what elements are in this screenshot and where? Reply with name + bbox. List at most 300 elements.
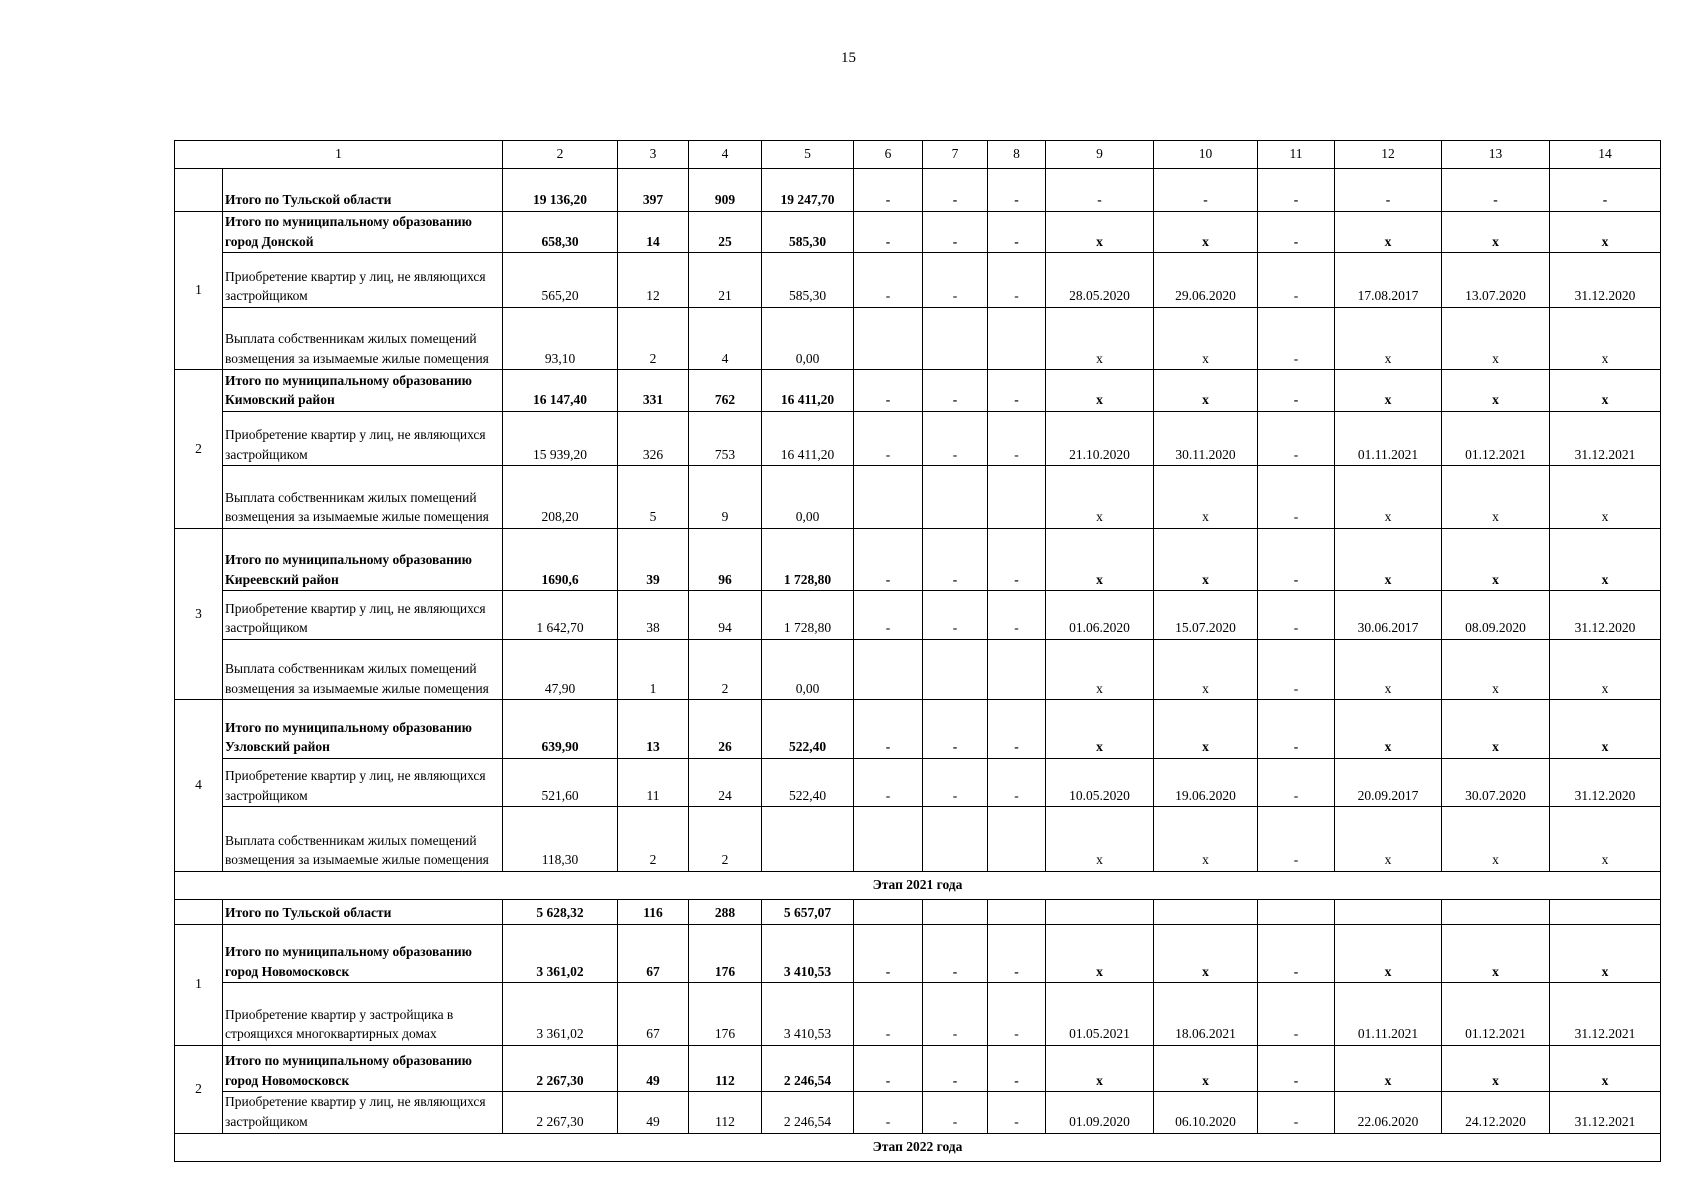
column-header: 3 xyxy=(618,141,689,169)
table-cell xyxy=(923,807,988,872)
table-cell: - xyxy=(854,528,923,591)
table-cell xyxy=(762,807,854,872)
table-cell: 3 410,53 xyxy=(762,924,854,983)
table-cell: х xyxy=(1154,924,1258,983)
table-cell: х xyxy=(1154,466,1258,529)
table-cell: - xyxy=(923,169,988,211)
table-cell xyxy=(1442,900,1550,924)
table-cell: х xyxy=(1335,807,1442,872)
table-cell: - xyxy=(1258,924,1335,983)
table-cell: 13 xyxy=(618,700,689,759)
column-header: 8 xyxy=(988,141,1046,169)
table-cell: - xyxy=(854,1092,923,1134)
page-number: 15 xyxy=(841,50,856,66)
table-cell: 2 246,54 xyxy=(762,1045,854,1091)
table-cell: 12 xyxy=(618,253,689,308)
table-cell xyxy=(988,307,1046,370)
table-cell: 3 410,53 xyxy=(762,983,854,1046)
table-cell: - xyxy=(1258,370,1335,412)
table-cell: 31.12.2021 xyxy=(1550,411,1661,466)
table-cell: - xyxy=(1258,1092,1335,1134)
table-cell: - xyxy=(1258,758,1335,806)
table-cell: 522,40 xyxy=(762,700,854,759)
table-row xyxy=(175,370,1661,412)
column-header: 11 xyxy=(1258,141,1335,169)
table-cell xyxy=(1258,900,1335,924)
table-cell: х xyxy=(1335,700,1442,759)
table-cell: х xyxy=(1046,1045,1154,1091)
table-cell: 658,30 xyxy=(503,211,618,253)
table-cell: - xyxy=(1258,253,1335,308)
table-cell: 762 xyxy=(689,370,762,412)
row-name: Выплата собственникам жилых помещений возмещения за изымаемые жилые помещения xyxy=(223,807,503,872)
table-row xyxy=(175,900,1661,924)
table-cell: - xyxy=(988,253,1046,308)
table-cell: 24 xyxy=(689,758,762,806)
table-cell xyxy=(923,639,988,700)
stage-row xyxy=(175,1133,1661,1161)
table-cell: 0,00 xyxy=(762,639,854,700)
table-cell: 2 246,54 xyxy=(762,1092,854,1134)
table-cell: 16 147,40 xyxy=(503,370,618,412)
table-cell: 17.08.2017 xyxy=(1335,253,1442,308)
table-row xyxy=(175,253,1661,308)
table-cell: 585,30 xyxy=(762,253,854,308)
table-cell: - xyxy=(923,700,988,759)
table-cell: х xyxy=(1046,211,1154,253)
table-cell xyxy=(988,900,1046,924)
table-cell: 14 xyxy=(618,211,689,253)
table-cell: - xyxy=(854,253,923,308)
table-cell: 01.11.2021 xyxy=(1335,411,1442,466)
table-cell: - xyxy=(988,1092,1046,1134)
row-name: Итого по муниципальному образованию город Донской xyxy=(223,211,503,253)
row-number xyxy=(175,169,223,211)
table-cell: - xyxy=(1335,169,1442,211)
table-cell: 0,00 xyxy=(762,466,854,529)
table-cell: - xyxy=(923,211,988,253)
table-row xyxy=(175,983,1661,1046)
table-row xyxy=(175,639,1661,700)
table-cell: - xyxy=(988,924,1046,983)
table-cell: х xyxy=(1335,639,1442,700)
table-cell: - xyxy=(854,370,923,412)
table-cell: х xyxy=(1335,466,1442,529)
table-cell: - xyxy=(854,700,923,759)
table-cell: 288 xyxy=(689,900,762,924)
table-cell xyxy=(1335,900,1442,924)
table-cell: 2 267,30 xyxy=(503,1045,618,1091)
table-cell xyxy=(923,466,988,529)
table-cell: 20.09.2017 xyxy=(1335,758,1442,806)
row-name: Приобретение квартир у лиц, не являющихся застройщиком xyxy=(223,253,503,308)
column-header: 6 xyxy=(854,141,923,169)
table-cell: 38 xyxy=(618,591,689,639)
table-cell xyxy=(854,466,923,529)
table-cell: х xyxy=(1442,639,1550,700)
table-cell: - xyxy=(1258,528,1335,591)
table-cell: 2 xyxy=(689,807,762,872)
column-header: 2 xyxy=(503,141,618,169)
table-cell: х xyxy=(1046,700,1154,759)
table-cell xyxy=(1154,900,1258,924)
table-cell: 5 657,07 xyxy=(762,900,854,924)
table-row xyxy=(175,307,1661,370)
table-cell: 22.06.2020 xyxy=(1335,1092,1442,1134)
table-cell: 31.12.2020 xyxy=(1550,758,1661,806)
table-cell: 39 xyxy=(618,528,689,591)
table-cell: 112 xyxy=(689,1092,762,1134)
table-cell: х xyxy=(1335,211,1442,253)
table-cell: 331 xyxy=(618,370,689,412)
table-cell: х xyxy=(1335,370,1442,412)
row-number: 2 xyxy=(175,370,223,529)
row-number: 2 xyxy=(175,1045,223,1133)
table-row xyxy=(175,700,1661,759)
table-cell: 3 361,02 xyxy=(503,924,618,983)
row-name: Итого по муниципальному образованию город Новомосковск xyxy=(223,1045,503,1091)
table-row xyxy=(175,758,1661,806)
table-cell: 49 xyxy=(618,1045,689,1091)
table-cell: х xyxy=(1046,466,1154,529)
table-cell xyxy=(854,807,923,872)
table-cell: х xyxy=(1442,307,1550,370)
table-cell: 21 xyxy=(689,253,762,308)
table-cell: х xyxy=(1046,370,1154,412)
table-cell: 521,60 xyxy=(503,758,618,806)
table-cell: х xyxy=(1154,370,1258,412)
table-body xyxy=(175,141,1661,1162)
table-cell: х xyxy=(1335,1045,1442,1091)
table-row xyxy=(175,211,1661,253)
table-cell: - xyxy=(988,370,1046,412)
table-cell: - xyxy=(854,924,923,983)
table-cell: х xyxy=(1442,370,1550,412)
table-cell: 01.12.2021 xyxy=(1442,983,1550,1046)
table-cell: 30.11.2020 xyxy=(1154,411,1258,466)
row-name: Приобретение квартир у застройщика в строящихся многоквартирных домах xyxy=(223,983,503,1046)
table-cell: - xyxy=(988,1045,1046,1091)
table-cell: х xyxy=(1154,1045,1258,1091)
table-cell: 2 267,30 xyxy=(503,1092,618,1134)
table-cell: х xyxy=(1154,807,1258,872)
row-name: Приобретение квартир у лиц, не являющихся застройщиком xyxy=(223,758,503,806)
table-cell: х xyxy=(1046,807,1154,872)
table-cell: х xyxy=(1442,1045,1550,1091)
table-cell: 639,90 xyxy=(503,700,618,759)
table-cell: 1 642,70 xyxy=(503,591,618,639)
table-cell: 1 xyxy=(618,639,689,700)
table-cell: - xyxy=(988,983,1046,1046)
table-cell: - xyxy=(923,983,988,1046)
table-cell: 1 728,80 xyxy=(762,528,854,591)
table-cell: - xyxy=(923,370,988,412)
stage-title: Этап 2022 года xyxy=(175,1133,1661,1161)
table-row xyxy=(175,528,1661,591)
table-cell: - xyxy=(923,591,988,639)
table-cell: - xyxy=(854,211,923,253)
table-cell: 01.09.2020 xyxy=(1046,1092,1154,1134)
table-row xyxy=(175,807,1661,872)
table-cell: - xyxy=(1258,591,1335,639)
table-cell: 30.06.2017 xyxy=(1335,591,1442,639)
table-cell: 29.06.2020 xyxy=(1154,253,1258,308)
table-cell: - xyxy=(988,700,1046,759)
table-cell: - xyxy=(1258,307,1335,370)
row-name: Приобретение квартир у лиц, не являющихся застройщиком xyxy=(223,411,503,466)
table-cell: 24.12.2020 xyxy=(1442,1092,1550,1134)
table-cell: 93,10 xyxy=(503,307,618,370)
data-table xyxy=(174,140,1661,1162)
table-cell: 522,40 xyxy=(762,758,854,806)
table-cell: 13.07.2020 xyxy=(1442,253,1550,308)
table-cell: 31.12.2021 xyxy=(1550,983,1661,1046)
table-cell: 15.07.2020 xyxy=(1154,591,1258,639)
row-name: Итого по Тульской области xyxy=(223,169,503,211)
table-cell: - xyxy=(1258,807,1335,872)
table-row xyxy=(175,466,1661,529)
table-cell: 909 xyxy=(689,169,762,211)
table-cell xyxy=(1550,900,1661,924)
table-cell: 2 xyxy=(689,639,762,700)
row-name: Выплата собственникам жилых помещений возмещения за изымаемые жилые помещения xyxy=(223,466,503,529)
table-cell: - xyxy=(1550,169,1661,211)
table-cell: - xyxy=(988,411,1046,466)
table-cell: х xyxy=(1550,211,1661,253)
table-cell: 112 xyxy=(689,1045,762,1091)
table-cell: х xyxy=(1335,528,1442,591)
table-cell: х xyxy=(1154,211,1258,253)
table-row xyxy=(175,1045,1661,1091)
row-number: 3 xyxy=(175,528,223,700)
table-cell: 176 xyxy=(689,924,762,983)
column-header: 12 xyxy=(1335,141,1442,169)
table-cell: - xyxy=(854,1045,923,1091)
table-cell: 11 xyxy=(618,758,689,806)
row-name: Итого по муниципальному образованию Кимовский район xyxy=(223,370,503,412)
table-cell: - xyxy=(923,1045,988,1091)
table-cell: 19 247,70 xyxy=(762,169,854,211)
table-cell: - xyxy=(1258,639,1335,700)
table-cell: 06.10.2020 xyxy=(1154,1092,1258,1134)
table-cell: 47,90 xyxy=(503,639,618,700)
column-header: 14 xyxy=(1550,141,1661,169)
table-cell: х xyxy=(1154,639,1258,700)
table-cell: х xyxy=(1550,924,1661,983)
table-cell: х xyxy=(1550,466,1661,529)
row-name: Итого по муниципальному образованию Киреевский район xyxy=(223,528,503,591)
table-row xyxy=(175,924,1661,983)
table-cell: х xyxy=(1550,700,1661,759)
row-name: Приобретение квартир у лиц, не являющихся застройщиком xyxy=(223,591,503,639)
table-cell xyxy=(988,639,1046,700)
table-cell: х xyxy=(1442,211,1550,253)
stage-title: Этап 2021 года xyxy=(175,872,1661,900)
table-cell: х xyxy=(1046,528,1154,591)
table-cell: х xyxy=(1442,700,1550,759)
table-cell: - xyxy=(988,591,1046,639)
table-cell xyxy=(923,307,988,370)
table-cell: 21.10.2020 xyxy=(1046,411,1154,466)
table-cell: х xyxy=(1154,700,1258,759)
table-cell: 01.06.2020 xyxy=(1046,591,1154,639)
table-cell: 5 xyxy=(618,466,689,529)
table-cell: - xyxy=(923,1092,988,1134)
table-cell: 326 xyxy=(618,411,689,466)
table-cell: - xyxy=(1258,411,1335,466)
row-name: Итого по муниципальному образованию город Новомосковск xyxy=(223,924,503,983)
table-cell: 753 xyxy=(689,411,762,466)
table-cell: - xyxy=(854,411,923,466)
table-cell: х xyxy=(1550,1045,1661,1091)
table-cell: 2 xyxy=(618,307,689,370)
table-row xyxy=(175,169,1661,211)
table-cell: - xyxy=(988,528,1046,591)
table-cell: - xyxy=(923,924,988,983)
table-cell: - xyxy=(988,758,1046,806)
row-name: Итого по муниципальному образованию Узловский район xyxy=(223,700,503,759)
table-cell: - xyxy=(1258,983,1335,1046)
table-cell: 96 xyxy=(689,528,762,591)
table-cell: 2 xyxy=(618,807,689,872)
table-cell: х xyxy=(1335,924,1442,983)
table-cell: - xyxy=(1258,211,1335,253)
column-header: 9 xyxy=(1046,141,1154,169)
table-cell: - xyxy=(923,758,988,806)
table-cell: 16 411,20 xyxy=(762,370,854,412)
table-cell: 18.06.2021 xyxy=(1154,983,1258,1046)
column-header: 10 xyxy=(1154,141,1258,169)
table-cell: - xyxy=(1258,169,1335,211)
table-row xyxy=(175,1092,1661,1134)
column-header: 5 xyxy=(762,141,854,169)
table-cell: - xyxy=(1442,169,1550,211)
row-name: Итого по Тульской области xyxy=(223,900,503,924)
table-cell: 01.05.2021 xyxy=(1046,983,1154,1046)
table-cell: 01.11.2021 xyxy=(1335,983,1442,1046)
table-cell: 4 xyxy=(689,307,762,370)
table-cell: 31.12.2020 xyxy=(1550,591,1661,639)
table-cell: 19 136,20 xyxy=(503,169,618,211)
table-cell: - xyxy=(1154,169,1258,211)
table-cell: 5 628,32 xyxy=(503,900,618,924)
table-cell: 31.12.2021 xyxy=(1550,1092,1661,1134)
table-row xyxy=(175,591,1661,639)
table-cell: х xyxy=(1442,528,1550,591)
table-cell: - xyxy=(1258,1045,1335,1091)
table-cell: х xyxy=(1442,924,1550,983)
table-cell: - xyxy=(854,983,923,1046)
table-cell: 116 xyxy=(618,900,689,924)
table-cell: - xyxy=(1258,466,1335,529)
header-row xyxy=(175,141,1661,169)
table-cell: 0,00 xyxy=(762,307,854,370)
table-cell: х xyxy=(1550,307,1661,370)
table-cell: - xyxy=(854,169,923,211)
table-cell: х xyxy=(1442,807,1550,872)
table-cell: - xyxy=(923,411,988,466)
table-cell: х xyxy=(1154,307,1258,370)
table-cell: 10.05.2020 xyxy=(1046,758,1154,806)
table-cell: - xyxy=(988,169,1046,211)
table-cell: 9 xyxy=(689,466,762,529)
table-cell: 176 xyxy=(689,983,762,1046)
row-number: 1 xyxy=(175,211,223,370)
table-cell xyxy=(923,900,988,924)
table-cell xyxy=(854,900,923,924)
table-cell: 565,20 xyxy=(503,253,618,308)
table-cell: 585,30 xyxy=(762,211,854,253)
row-number xyxy=(175,900,223,924)
table-cell: х xyxy=(1046,307,1154,370)
table-cell: 30.07.2020 xyxy=(1442,758,1550,806)
table-cell: 67 xyxy=(618,924,689,983)
table-cell: х xyxy=(1442,466,1550,529)
column-header: 7 xyxy=(923,141,988,169)
table-cell: 25 xyxy=(689,211,762,253)
table-cell xyxy=(988,807,1046,872)
table-cell: х xyxy=(1046,924,1154,983)
table-cell xyxy=(854,307,923,370)
table-cell: 208,20 xyxy=(503,466,618,529)
table-cell: х xyxy=(1046,639,1154,700)
stage-row xyxy=(175,872,1661,900)
table-cell: - xyxy=(1046,169,1154,211)
table-cell: - xyxy=(854,758,923,806)
column-header: 1 xyxy=(175,141,503,169)
table-cell: х xyxy=(1550,528,1661,591)
table-cell xyxy=(988,466,1046,529)
table-cell: 118,30 xyxy=(503,807,618,872)
table-cell: х xyxy=(1550,807,1661,872)
row-number: 1 xyxy=(175,924,223,1045)
table-cell: 94 xyxy=(689,591,762,639)
table-cell: - xyxy=(1258,700,1335,759)
table-cell: х xyxy=(1550,370,1661,412)
table-cell: - xyxy=(988,211,1046,253)
table-row xyxy=(175,411,1661,466)
table-cell: - xyxy=(923,253,988,308)
row-name: Приобретение квартир у лиц, не являющихся застройщиком xyxy=(223,1092,503,1134)
table-cell: х xyxy=(1550,639,1661,700)
table-cell: 19.06.2020 xyxy=(1154,758,1258,806)
table-cell: х xyxy=(1154,528,1258,591)
table-cell: 26 xyxy=(689,700,762,759)
table-cell: 3 361,02 xyxy=(503,983,618,1046)
table-cell: 15 939,20 xyxy=(503,411,618,466)
table-cell: - xyxy=(854,591,923,639)
row-name: Выплата собственникам жилых помещений возмещения за изымаемые жилые помещения xyxy=(223,639,503,700)
column-header: 4 xyxy=(689,141,762,169)
table-cell: 08.09.2020 xyxy=(1442,591,1550,639)
table-cell: х xyxy=(1335,307,1442,370)
table-cell: 1 728,80 xyxy=(762,591,854,639)
table-cell: 16 411,20 xyxy=(762,411,854,466)
table-cell: 67 xyxy=(618,983,689,1046)
table-cell: 31.12.2020 xyxy=(1550,253,1661,308)
table-cell: 397 xyxy=(618,169,689,211)
table-cell xyxy=(1046,900,1154,924)
column-header: 13 xyxy=(1442,141,1550,169)
table-cell: 28.05.2020 xyxy=(1046,253,1154,308)
table-cell: 01.12.2021 xyxy=(1442,411,1550,466)
row-number: 4 xyxy=(175,700,223,872)
table-cell: 1690,6 xyxy=(503,528,618,591)
table-cell: 49 xyxy=(618,1092,689,1134)
row-name: Выплата собственникам жилых помещений возмещения за изымаемые жилые помещения xyxy=(223,307,503,370)
table-cell xyxy=(854,639,923,700)
table-cell: - xyxy=(923,528,988,591)
